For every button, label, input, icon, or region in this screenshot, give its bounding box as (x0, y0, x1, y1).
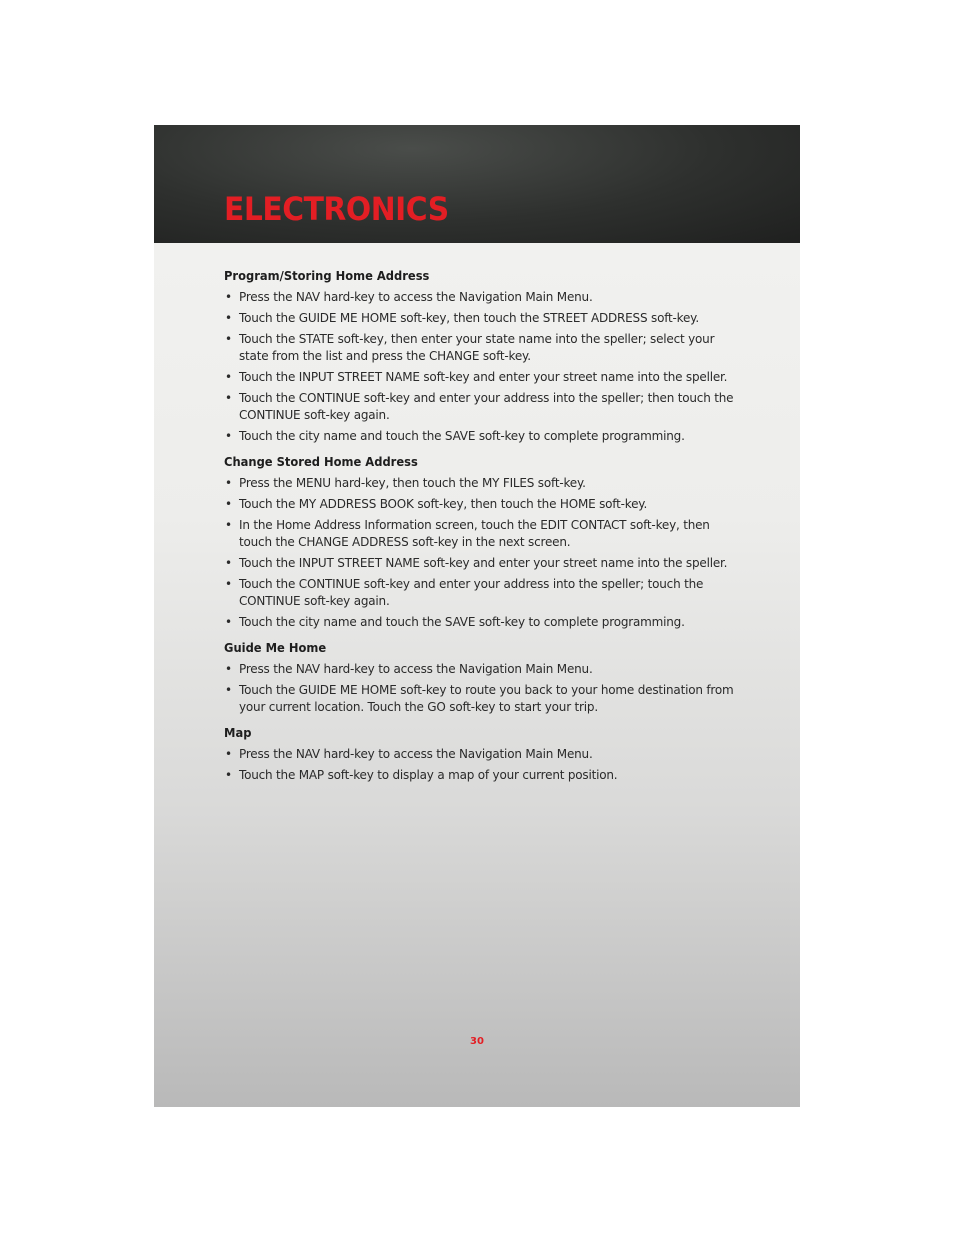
section-heading: Program/Storing Home Address (224, 268, 430, 283)
bullet-icon: • (225, 768, 232, 782)
list-item-text: Touch the INPUT STREET NAME soft-key and enter your street name into the speller. (239, 556, 728, 570)
list-item-text: In the Home Address Information screen, touch the EDIT CONTACT soft-key, then touch the CHANGE ADDRESS soft-key in the next screen. (239, 518, 710, 549)
list-item (224, 369, 734, 386)
content-area (224, 267, 734, 792)
bullet-list (224, 661, 734, 716)
list-item-text: Touch the CONTINUE soft-key and enter your address into the speller; touch the CONTINUE soft-key again. (239, 577, 704, 608)
bullet-icon: • (225, 615, 232, 629)
section-program-home-address (224, 267, 734, 445)
list-item (224, 310, 734, 327)
list-item-text: Press the MENU hard-key, then touch the MY FILES soft-key. (239, 476, 586, 490)
bullet-icon: • (225, 476, 232, 490)
list-item (224, 289, 734, 306)
section-guide-me-home (224, 639, 734, 716)
list-item (224, 767, 734, 784)
bullet-icon: • (225, 332, 232, 346)
bullet-icon: • (225, 497, 232, 511)
list-item (224, 331, 734, 365)
section-heading: Guide Me Home (224, 640, 327, 655)
bullet-icon: • (225, 683, 232, 697)
list-item-text: Press the NAV hard-key to access the Navigation Main Menu. (239, 747, 593, 761)
list-item-text: Touch the INPUT STREET NAME soft-key and enter your street name into the speller. (239, 370, 728, 384)
list-item (224, 746, 734, 763)
bullet-icon: • (225, 370, 232, 384)
bullet-icon: • (225, 429, 232, 443)
list-item-text: Touch the MAP soft-key to display a map of your current position. (239, 768, 618, 782)
bullet-icon: • (225, 556, 232, 570)
header-band (154, 125, 800, 243)
list-item (224, 390, 734, 424)
bullet-list (224, 289, 734, 445)
list-item-text: Press the NAV hard-key to access the Navigation Main Menu. (239, 662, 593, 676)
list-item (224, 682, 734, 716)
bullet-icon: • (225, 577, 232, 591)
page-number: 30 (470, 1036, 484, 1047)
list-item-text: Touch the CONTINUE soft-key and enter your address into the speller; then touch the CONTINUE soft-key again. (239, 391, 734, 422)
bullet-icon: • (225, 391, 232, 405)
list-item (224, 576, 734, 610)
list-item (224, 614, 734, 631)
list-item (224, 496, 734, 513)
bullet-icon: • (225, 518, 232, 532)
list-item-text: Press the NAV hard-key to access the Navigation Main Menu. (239, 290, 593, 304)
list-item-text: Touch the city name and touch the SAVE soft-key to complete programming. (239, 429, 685, 443)
list-item (224, 661, 734, 678)
bullet-icon: • (225, 662, 232, 676)
bullet-icon: • (225, 747, 232, 761)
list-item-text: Touch the STATE soft-key, then enter your state name into the speller; select your state from the list and press the CHANGE soft-key. (239, 332, 715, 363)
list-item-text: Touch the GUIDE ME HOME soft-key, then touch the STREET ADDRESS soft-key. (239, 311, 699, 325)
bullet-icon: • (225, 311, 232, 325)
bullet-list (224, 475, 734, 631)
section-map (224, 724, 734, 784)
section-heading: Map (224, 725, 252, 740)
bullet-icon: • (225, 290, 232, 304)
list-item (224, 475, 734, 492)
list-item (224, 428, 734, 445)
list-item-text: Touch the GUIDE ME HOME soft-key to route you back to your home destination from your current location. Touch the GO soft-key to start your trip. (239, 683, 734, 714)
list-item (224, 555, 734, 572)
page-panel (154, 125, 800, 1107)
list-item (224, 517, 734, 551)
bullet-list (224, 746, 734, 784)
list-item-text: Touch the MY ADDRESS BOOK soft-key, then touch the HOME soft-key. (239, 497, 648, 511)
section-change-home-address (224, 453, 734, 631)
section-heading: Change Stored Home Address (224, 454, 418, 469)
list-item-text: Touch the city name and touch the SAVE soft-key to complete programming. (239, 615, 685, 629)
page-title: ELECTRONICS (224, 190, 449, 228)
